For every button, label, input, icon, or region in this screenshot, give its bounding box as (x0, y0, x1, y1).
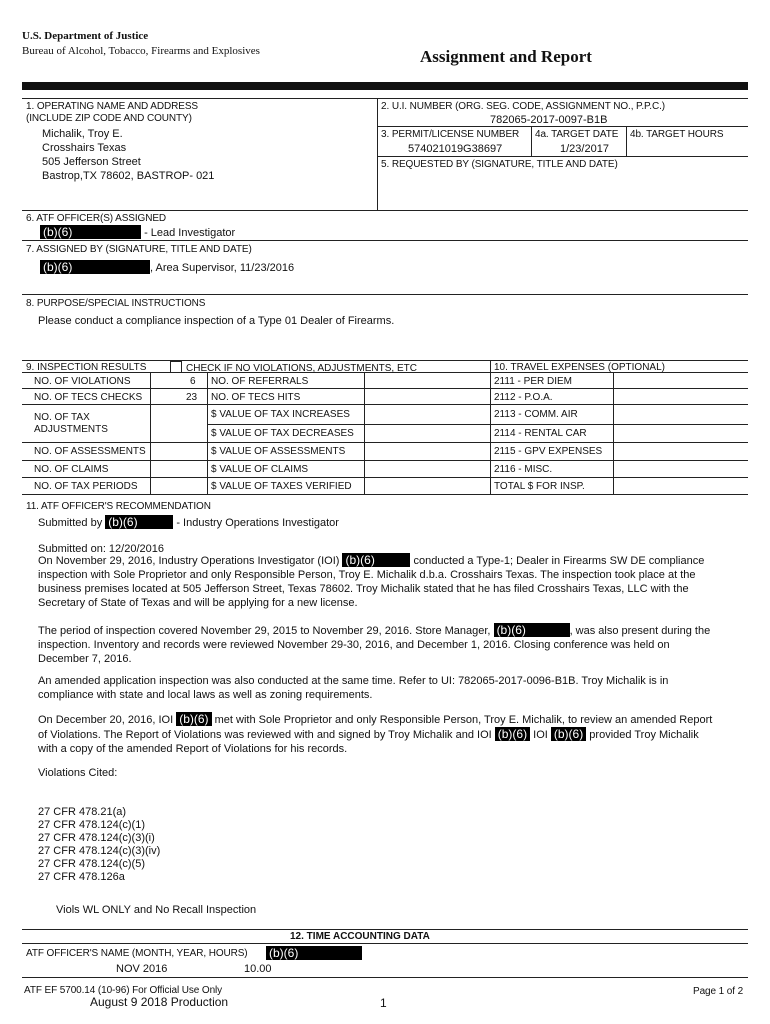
street-address: 505 Jefferson Street (42, 156, 141, 168)
redaction: (b)(6) (266, 946, 362, 960)
violations-heading: Violations Cited: (38, 767, 118, 779)
divider (22, 442, 748, 443)
tax-periods-label: NO. OF TAX PERIODS (34, 481, 138, 492)
paragraph-3: An amended application inspection was also conducted at the same time. Refer to UI: 782065-2017-0096-B1B. Troy Michalik is in compliance with state and local laws as well as zoning requirements. (38, 675, 669, 701)
tax-decreases-label: $ VALUE OF TAX DECREASES (211, 428, 354, 439)
tecs-hits-label: NO. OF TECS HITS (211, 392, 301, 403)
inspection-note: Viols WL ONLY and No Recall Inspection (56, 904, 257, 916)
submitted-by: Submitted by (b)(6) - Industry Operations Investigator (38, 515, 339, 529)
operating-name-label: 1. OPERATING NAME AND ADDRESS (26, 101, 198, 112)
purpose-label: 8. PURPOSE/SPECIAL INSTRUCTIONS (26, 298, 206, 309)
divider (377, 126, 748, 127)
referrals-label: NO. OF REFERRALS (211, 376, 309, 387)
divider (22, 929, 748, 930)
divider (207, 424, 748, 425)
ui-number-value: 782065-2017-0097-B1B (490, 114, 608, 126)
form-id: ATF EF 5700.14 (10-96) For Official Use Only (24, 985, 223, 996)
divider (22, 210, 748, 211)
redaction: (b)(6) (40, 225, 141, 239)
divider (377, 156, 748, 157)
per-diem-label: 2111 - PER DIEM (494, 376, 572, 387)
violation-item: 27 CFR 478.124(c)(3)(iv) (38, 845, 161, 857)
paragraph-1: On November 29, 2016, Industry Operations Investigator (IOI) (b)(6) conducted a Type-1; Dealer in Firearms SW DE compliance inspection with Sole Proprietor and only Responsible Person, Troy E. Michalik d.b.a. Crosshairs Texas. The inspection took place at the business premises located at 505 Jefferson Street, Texas 78602. Troy Michalik stated that he has filed Crosshairs Texas, LLC with the Secretary of State of Texas and will be applying for a new license. (38, 553, 705, 609)
divider (377, 98, 378, 210)
permit-label: 3. PERMIT/LICENSE NUMBER (381, 129, 520, 140)
gpv-expenses-label: 2115 - GPV EXPENSES (494, 446, 603, 457)
divider (626, 126, 627, 156)
divider (22, 404, 748, 405)
violation-item: 27 CFR 478.124(c)(5) (38, 858, 145, 870)
assigned-by-label: 7. ASSIGNED BY (SIGNATURE, TITLE AND DATE) (26, 244, 252, 255)
misc-label: 2116 - MISC. (494, 464, 553, 475)
production-page-number: 1 (380, 996, 387, 1010)
officer-assigned-label: 6. ATF OFFICER(S) ASSIGNED (26, 213, 167, 224)
violation-item: 27 CFR 478.126a (38, 871, 125, 883)
submitted-on: Submitted on: 12/20/2016 (38, 543, 164, 555)
hours: 10.00 (244, 963, 272, 975)
divider (22, 388, 748, 389)
redaction: (b)(6) (551, 727, 586, 741)
assigned-by-value (40, 260, 294, 274)
tax-increases-label: $ VALUE OF TAX INCREASES (211, 409, 350, 420)
checkbox-icon[interactable] (170, 361, 182, 373)
comm-air-label: 2113 - COMM. AIR (494, 409, 578, 420)
month-year: NOV 2016 (116, 963, 168, 975)
production-stamp: August 9 2018 Production (90, 995, 229, 1009)
divider (150, 372, 151, 494)
inspection-results-label: 9. INSPECTION RESULTS (26, 362, 147, 373)
taxes-verified-label: $ VALUE OF TAXES VERIFIED (211, 481, 352, 492)
bureau-name: Bureau of Alcohol, Tobacco, Firearms and Explosives (22, 45, 260, 57)
divider (613, 372, 614, 494)
permit-value: 574021019G38697 (408, 143, 503, 155)
officer-name-value (266, 946, 362, 960)
divider (22, 943, 748, 944)
value-assessments-label: $ VALUE OF ASSESSMENTS (211, 446, 346, 457)
value-claims-label: $ VALUE OF CLAIMS (211, 464, 309, 475)
licensee-name: Michalik, Troy E. (42, 128, 123, 140)
violations-list (38, 806, 160, 884)
target-hours-label: 4b. TARGET HOURS (630, 129, 724, 140)
ui-number-label: 2. U.I. NUMBER (ORG. SEG. CODE, ASSIGNMENT NO., P.P.C.) (381, 101, 666, 112)
redaction: (b)(6) (495, 727, 530, 741)
officer-name-label: ATF OFFICER'S NAME (MONTH, YEAR, HOURS) (26, 948, 248, 959)
officer-role: - Lead Investigator (144, 227, 236, 239)
divider (22, 494, 748, 495)
violation-item: 27 CFR 478.124(c)(3)(i) (38, 832, 155, 844)
purpose-value: Please conduct a compliance inspection of a Type 01 Dealer of Firearms. (38, 315, 395, 327)
violations-label: NO. OF VIOLATIONS (34, 376, 131, 387)
paragraph-2: The period of inspection covered November 29, 2015 to November 29, 2016. Store Manager, (b)(6) , was also present during the inspection. Inventory and records were reviewed November 29-30, 2016, and December 1, 2016. Closing conference was held on December 7, 2016. (38, 623, 711, 665)
divider (364, 372, 365, 494)
time-accounting-label: 12. TIME ACCOUNTING DATA (290, 931, 430, 942)
form-title: Assignment and Report (420, 47, 592, 66)
operating-name-sublabel: (INCLUDE ZIP CODE AND COUNTY) (26, 113, 192, 124)
divider (207, 372, 208, 494)
header-rule (22, 82, 748, 90)
city-address: Bastrop,TX 78602, BASTROP- 021 (42, 170, 215, 182)
redaction: (b)(6) (40, 260, 150, 274)
tecs-checks-value: 23 (186, 392, 198, 403)
business-name: Crosshairs Texas (42, 142, 127, 154)
recommendation-label: 11. ATF OFFICER'S RECOMMENDATION (26, 501, 211, 512)
redaction: (b)(6) (494, 623, 570, 637)
poa-label: 2112 - P.O.A. (494, 392, 553, 403)
divider (22, 294, 748, 295)
department-name: U.S. Department of Justice (22, 30, 149, 42)
tax-adjustments-label: NO. OF TAX ADJUSTMENTS (34, 412, 108, 435)
redaction: (b)(6) (105, 515, 173, 529)
assessments-label: NO. OF ASSESSMENTS (34, 446, 146, 457)
divider (22, 977, 748, 978)
rental-car-label: 2114 - RENTAL CAR (494, 428, 587, 439)
violations-value: 6 (190, 376, 196, 387)
redaction: (b)(6) (342, 553, 410, 567)
tecs-checks-label: NO. OF TECS CHECKS (34, 392, 143, 403)
divider (531, 126, 532, 156)
officer-assigned-value (40, 225, 235, 239)
violation-item: 27 CFR 478.21(a) (38, 806, 127, 818)
divider (490, 360, 491, 494)
divider (22, 240, 748, 241)
target-date-label: 4a. TARGET DATE (535, 129, 619, 140)
paragraph-4: On December 20, 2016, IOI (b)(6) met with Sole Proprietor and only Responsible Person, Troy E. Michalik, to review an amended Report of Violations. The Report of Violations was reviewed with and signed by Troy Michalik and IOI (b)(6) IOI (b)(6) provided Troy Michalik with a copy of the amended Report of Violations for his records. (38, 712, 713, 755)
divider (22, 460, 748, 461)
target-date-value: 1/23/2017 (560, 143, 609, 155)
requested-by-label: 5. REQUESTED BY (SIGNATURE, TITLE AND DATE) (381, 159, 618, 170)
redaction: (b)(6) (176, 712, 211, 726)
page-number: Page 1 of 2 (693, 986, 744, 997)
total-label: TOTAL $ FOR INSP. (494, 481, 585, 492)
divider (22, 98, 748, 99)
violation-item: 27 CFR 478.124(c)(1) (38, 819, 145, 831)
assigned-by-text: , Area Supervisor, 11/23/2016 (150, 262, 295, 274)
divider (22, 477, 748, 478)
travel-expenses-label: 10. TRAVEL EXPENSES (OPTIONAL) (494, 362, 665, 373)
claims-label: NO. OF CLAIMS (34, 464, 109, 475)
no-violations-check[interactable]: CHECK IF NO VIOLATIONS, ADJUSTMENTS, ETC (170, 361, 417, 374)
